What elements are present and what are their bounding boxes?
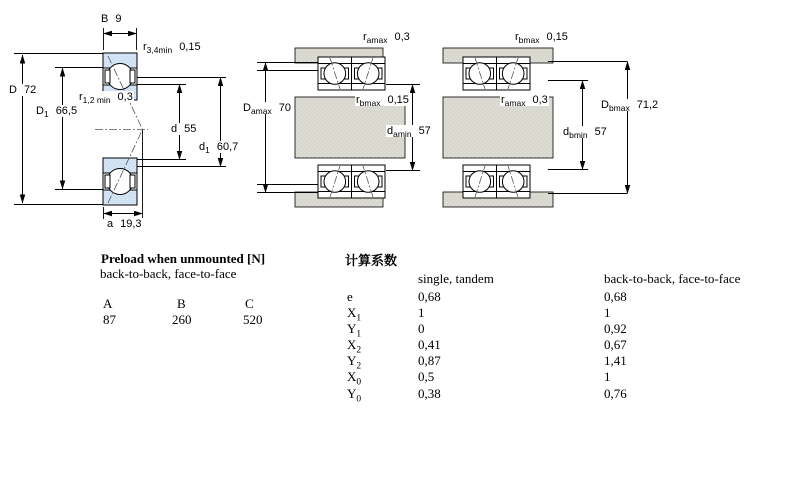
factor-value-btb: 1 — [604, 369, 611, 384]
factor-value-single: 0 — [418, 321, 425, 336]
dim-label-d1 — [198, 141, 239, 156]
dim-subscript: bmax — [359, 98, 381, 109]
dim-label-ramax-left — [362, 31, 411, 46]
preload-title: Preload when unmounted [N] — [101, 251, 266, 266]
factor-value-btb: 0,68 — [604, 289, 627, 304]
preload-value-A: 87 — [103, 312, 116, 327]
dim-symbol: d — [199, 141, 206, 153]
dim-subscript: amax — [504, 98, 526, 109]
dim-label-Damax — [242, 102, 292, 117]
dim-symbol: r — [501, 94, 505, 106]
dim-label-r34min — [142, 41, 202, 56]
dim-value: 71,2 — [636, 99, 659, 111]
dim-value: 0,15 — [546, 31, 568, 43]
dim-symbol: D — [36, 105, 44, 117]
dim-subscript: bmin — [569, 130, 588, 141]
dim-subscript: bmax — [608, 103, 630, 114]
factor-value-btb: 1,41 — [604, 353, 627, 368]
dim-label-r12min — [78, 91, 134, 106]
factors-col-btb: back-to-back, face-to-face — [604, 271, 741, 286]
shaft — [443, 97, 553, 158]
preload-value-C: 520 — [243, 312, 263, 327]
factor-value-single: 0,41 — [418, 337, 441, 352]
dim-subscript: amin — [393, 129, 412, 140]
dim-symbol: d — [171, 123, 178, 135]
dim-label-D — [8, 84, 37, 96]
dim-symbol: a — [107, 218, 114, 230]
dim-symbol: B — [101, 13, 109, 25]
factor-row-Y2: $Y_2$ 0,87 1,41 — [347, 353, 627, 372]
dim-subscript: 1 — [205, 145, 210, 156]
factor-row-e: e 0,68 0,68 — [347, 289, 627, 304]
factors-col-single: single, tandem — [418, 271, 494, 286]
factor-value-single: 0,38 — [418, 386, 441, 401]
preload-value-B: 260 — [172, 312, 192, 327]
dim-label-damin — [386, 125, 432, 140]
factor-value-btb: 0,76 — [604, 386, 627, 401]
factor-value-single: 0,68 — [418, 289, 441, 304]
factor-row-Y0: $Y_0$ 0,38 0,76 — [347, 386, 627, 405]
factors-title: 计算系数 — [345, 253, 398, 268]
dim-value: 0,3 — [117, 91, 133, 103]
dim-value: 0,3 — [532, 94, 548, 106]
dim-symbol: r — [143, 41, 147, 53]
factor-value-single: 0,87 — [418, 353, 441, 368]
dim-symbol: r — [356, 94, 360, 106]
factor-value-btb: 0,92 — [604, 321, 627, 336]
dim-value: 19,3 — [120, 218, 142, 230]
dim-label-D1 — [35, 105, 78, 120]
dim-subscript: bmax — [518, 35, 540, 46]
factor-row-X0: $X_0$ 0,5 1 — [347, 369, 611, 388]
dim-label-rbmax-left — [355, 94, 410, 109]
dim-symbol: r — [515, 31, 519, 43]
dim-value: 60,7 — [216, 141, 239, 153]
dim-value: 0,15 — [179, 41, 201, 53]
dim-subscript: 1 — [43, 109, 49, 120]
factor-value-single: 1 — [418, 305, 425, 320]
dim-value: 55 — [184, 123, 197, 135]
dim-label-Dbmax — [600, 99, 659, 114]
dim-symbol: r — [79, 91, 83, 103]
dim-label-d — [170, 123, 197, 135]
preload-col-C: C — [245, 296, 254, 311]
dim-value: 57 — [594, 126, 607, 138]
dim-value: 0,15 — [387, 94, 409, 106]
dim-symbol: D — [9, 84, 17, 96]
factor-row-X1: $X_1$ 1 1 — [347, 305, 611, 324]
dim-value: 70 — [278, 102, 291, 114]
factor-value-btb: 0,67 — [604, 337, 627, 352]
factor-value-btb: 1 — [604, 305, 611, 320]
dim-symbol: d — [387, 125, 394, 137]
dim-symbol: D — [243, 102, 251, 114]
ball-lower — [107, 169, 133, 195]
dim-value: 66,5 — [55, 105, 78, 117]
preload-col-B: B — [177, 296, 186, 311]
dim-subscript: 1,2 min — [82, 95, 111, 106]
dim-subscript: amax — [250, 106, 272, 117]
dim-label-rbmax-right — [514, 31, 569, 46]
dim-value: 0,3 — [394, 31, 410, 43]
preload-subtitle: back-to-back, face-to-face — [100, 266, 237, 281]
dim-label-ramax-right — [500, 94, 549, 109]
dim-label-a — [106, 218, 143, 230]
ball-upper — [107, 64, 133, 90]
dim-symbol: D — [601, 99, 609, 111]
factor-value-single: 0,5 — [418, 369, 435, 384]
dim-label-dbmin — [562, 126, 608, 141]
preload-col-A: A — [103, 296, 113, 311]
dim-subscript: 3,4min — [146, 45, 173, 56]
dim-symbol: r — [363, 31, 367, 43]
dim-value: 57 — [418, 125, 431, 137]
dim-subscript: amax — [366, 35, 388, 46]
factor-row-X2: $X_2$ 0,41 0,67 — [347, 337, 627, 356]
dim-label-B — [100, 13, 122, 25]
dim-value: 72 — [23, 84, 37, 96]
dim-value: 9 — [115, 13, 122, 25]
factor-row-Y1: $Y_1$ 0 0,92 — [347, 321, 627, 340]
dim-symbol: d — [563, 126, 570, 138]
